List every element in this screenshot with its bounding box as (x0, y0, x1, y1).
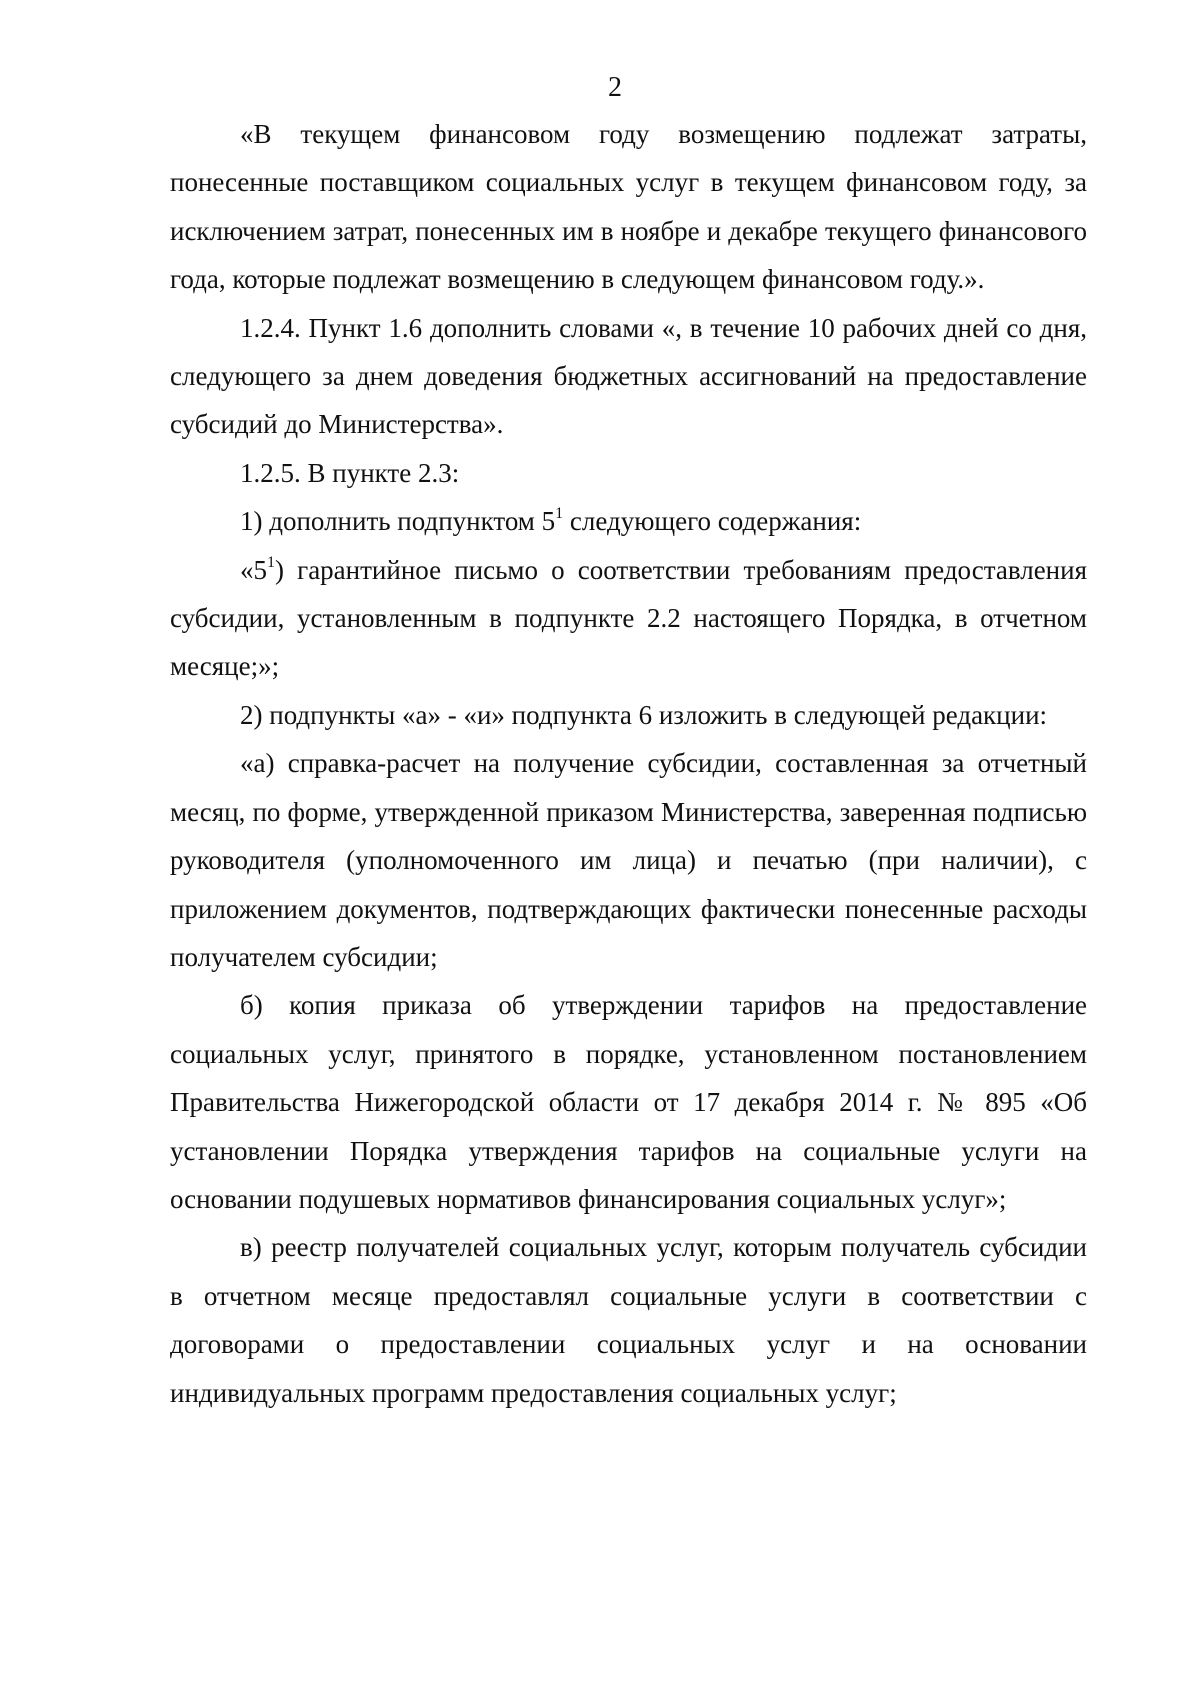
paragraph-subitem-5-1 (170, 546, 1087, 691)
document-body (170, 110, 1087, 1417)
paragraph-add-subitem-text: 1) дополнить подпунктом 5 (240, 506, 556, 537)
paragraph-reimbursement-rule: «В текущем финансовом году возмещению подлежат затраты, понесенные поставщиком социальных услуг в текущем финансовом году, за исключением затрат, понесенных им в ноябре и декабре текущего финансового года, которые подлежат возмещению в следующем финансовом году.». (170, 119, 1087, 295)
paragraph-1-2-4: 1.2.4. Пункт 1.6 дополнить словами «, в течение 10 рабочих дней со дня, следующего за днем доведения бюджетных ассигнований на предоставление субсидий до Министерства». (170, 312, 1087, 440)
paragraph-subitem-v: в) реестр получателей социальных услуг, которым получатель субсидии в отчетном месяце предоставлял социальные услуги в соответствии с договорами о предоставлении социальных услуг и на основании индивидуальных программ предоставления социальных услуг; (170, 1232, 1087, 1408)
paragraph-1-2-5: 1.2.5. В пункте 2.3: (240, 457, 460, 488)
paragraph-add-subitem-tail: следующего содержания: (563, 506, 862, 537)
paragraph-subitem-5-1-start: «5 (240, 554, 267, 585)
superscript: 1 (555, 505, 564, 523)
paragraph-subitem-b: б) копия приказа об утверждении тарифов на предоставление социальных услуг, принятого в порядке, установленном постановлением Правительства Нижегородской области от 17 декабря 2014 г. № 895 «Об установлении Порядка утверждения тарифов на социальные услуги на основании подушевых нормативов финансирования социальных услуг»; (170, 990, 1087, 1214)
paragraph-subitems-a-i: 2) подпункты «а» - «и» подпункта 6 изложить в следующей редакции: (240, 699, 1048, 730)
superscript: 1 (267, 553, 275, 571)
paragraph-subitem-5-1-text: ) гарантийное письмо о соответствии требованиям предоставления субсидии, установленным в подпункте 2.2 настоящего Порядка, в отчетном месяце;»; (170, 554, 1087, 682)
paragraph-add-subitem (170, 497, 1087, 545)
page-number: 2 (608, 72, 622, 103)
paragraph-subitem-a: «а) справка-расчет на получение субсидии, составленная за отчетный месяц, по форме, утвержденной приказом Министерства, заверенная подписью руководителя (уполномоченного им лица) и печатью (при наличии), с приложением документов, подтверждающих фактически понесенные расходы получателем субсидии; (170, 748, 1087, 972)
